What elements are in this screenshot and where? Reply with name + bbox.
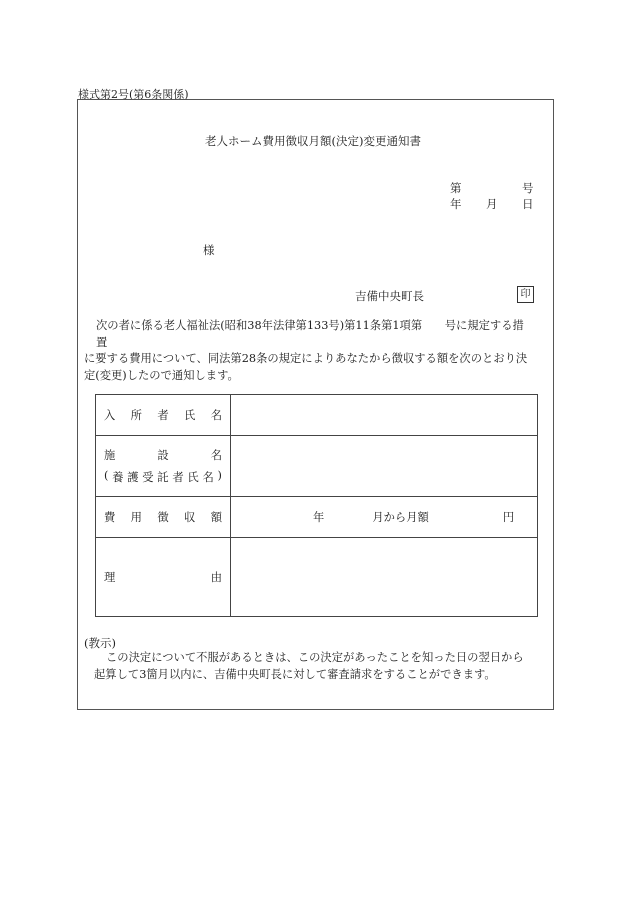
number-suffix: 号 (522, 181, 534, 195)
facility-name-label: 施 設 名 ( 養 護 受 託 者 氏 名 ) (96, 436, 231, 497)
number-prefix: 第 (450, 181, 462, 195)
date-day: 日 (522, 197, 534, 211)
collection-info-table (95, 394, 538, 617)
table-row (96, 538, 538, 617)
fee-amount-value: 年 月から月額 円 (231, 497, 538, 538)
reason-value (231, 538, 538, 617)
notice-body (84, 318, 534, 384)
seal-stamp: 印 (517, 286, 534, 303)
notes-body (88, 650, 550, 683)
reason-label: 理 由 (96, 538, 231, 617)
date-month: 月 (486, 197, 498, 211)
document-title: 老人ホーム費用徴収月額(決定)変更通知書 (205, 134, 421, 148)
fee-amount-label: 費 用 徴 収 額 (96, 497, 231, 538)
date-year: 年 (450, 197, 462, 211)
note-line: 起算して3箇月以内に、吉備中央町長に対して審査請求をすることができます。 (94, 667, 496, 681)
body-line: 次の者に係る老人福祉法(昭和38年法律第133号)第11条第1項第 号に規定する措置 (96, 319, 524, 349)
table-row (96, 395, 538, 436)
recipient-honorific: 様 (203, 243, 215, 257)
resident-name-value (231, 395, 538, 436)
body-line: に要する費用について、同法第28条の規定によりあなたから徴収する額を次のとおり決 (84, 352, 528, 365)
resident-name-label: 入 所 者 氏 名 (96, 395, 231, 436)
table-row (96, 497, 538, 538)
body-line: 定(変更)したので通知します。 (84, 368, 239, 382)
notes-heading: (教示) (84, 636, 116, 650)
table-row (96, 436, 538, 497)
facility-name-value (231, 436, 538, 497)
note-line: この決定について不服があるときは、この決定があったことを知った日の翌日から (106, 651, 524, 664)
form-number-label: 様式第2号(第6条関係) (78, 88, 189, 101)
issuer-name: 吉備中央町長 (355, 289, 424, 303)
